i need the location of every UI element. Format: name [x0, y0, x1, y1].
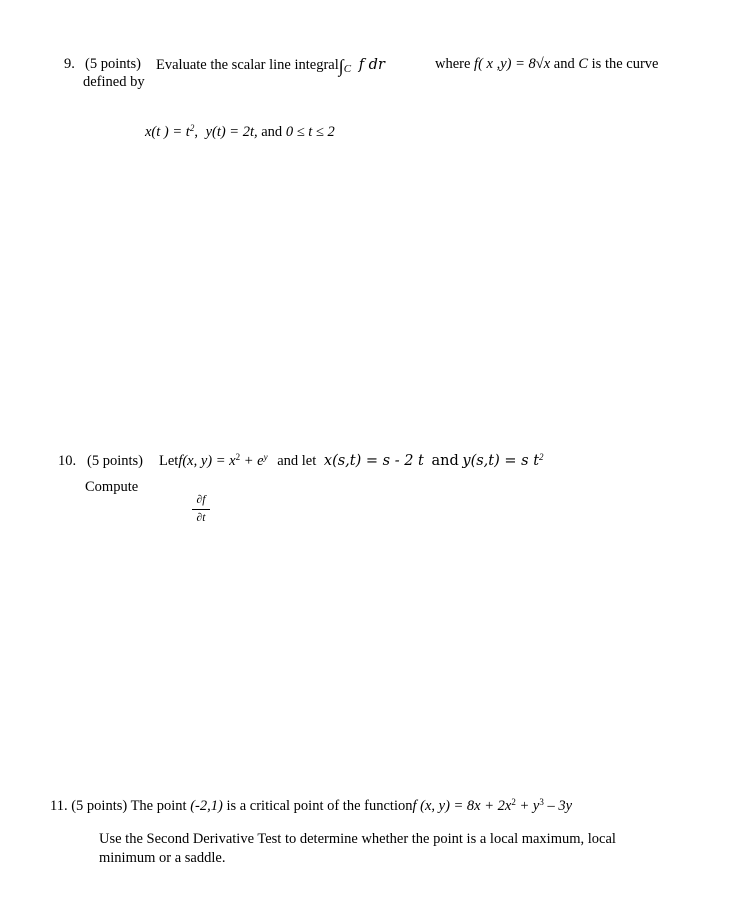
frac-denominator: ∂t: [196, 511, 206, 524]
q11-text2: is a critical point of the function: [226, 798, 413, 814]
q11-line2: Use the Second Derivative Test to determine whether the point is a local maximum, local: [99, 831, 616, 847]
q9-is-curve: is the curve: [591, 56, 659, 72]
q11-text1: The point: [130, 798, 187, 814]
integral-subscript: C: [343, 63, 352, 75]
q10-func-exp1: 2: [235, 452, 241, 462]
q10-ydef-exp: 2: [539, 452, 544, 462]
q10-and-let: and let: [277, 453, 317, 469]
q11-exp1: 2: [511, 797, 516, 807]
frac-bar: [192, 509, 210, 510]
q11-minus: – 3y: [543, 798, 573, 814]
q9-integrand: f dr: [358, 57, 385, 73]
q11-points: (5 points): [71, 798, 128, 814]
q10-xdef: x(s,t) = s - 2 t: [323, 453, 424, 469]
q9-points: (5 points): [85, 56, 141, 72]
q10-ydef: y(s,t) = s t: [462, 453, 540, 469]
param-x: x(t ) = t: [145, 124, 190, 140]
param-range: 0 ≤ t ≤ 2: [285, 124, 335, 140]
q11-number: 11.: [50, 798, 68, 814]
q10-let: Let: [159, 453, 179, 469]
param-sep: ,: [194, 124, 198, 140]
q11-plus: + y: [515, 798, 540, 814]
param-x-exp: 2: [189, 123, 195, 133]
q11-line1: [50, 799, 572, 814]
q11-func: f (x, y) = 8x + 2x: [412, 798, 512, 814]
q9-and: and: [553, 56, 575, 72]
q11-exp2: 3: [539, 797, 544, 807]
q9-where: where: [435, 56, 471, 72]
q9-text: [156, 57, 385, 75]
q9-func: f( x ,y) = 8√x: [474, 56, 551, 72]
q10-points: (5 points): [87, 453, 143, 469]
q11-point: (-2,1): [190, 798, 223, 814]
integral-symbol: ∫: [338, 56, 344, 76]
q10-and: and: [431, 453, 459, 469]
q10-compute: Compute: [85, 479, 139, 495]
param-and: and: [261, 124, 283, 140]
q10-func-exp2: y: [263, 452, 268, 462]
q9-curve: C: [578, 56, 589, 72]
param-y: y(t) = 2t,: [205, 124, 258, 140]
q9-parametrization: [145, 125, 335, 140]
q9-number: 9.: [64, 56, 75, 72]
q10-text: [159, 454, 544, 469]
q9-text1: Evaluate the scalar line integral: [156, 57, 339, 73]
q9-defined-by: defined by: [83, 74, 145, 90]
q10-number: 10.: [58, 453, 77, 469]
q10-func-plus: + e: [243, 453, 264, 469]
q9-where-clause: [435, 57, 659, 72]
partial-derivative-fraction: [192, 495, 210, 524]
q11-line3: minimum or a saddle.: [99, 850, 226, 866]
q10-func: f(x, y) = x: [178, 453, 236, 469]
frac-numerator: ∂f: [196, 494, 206, 506]
